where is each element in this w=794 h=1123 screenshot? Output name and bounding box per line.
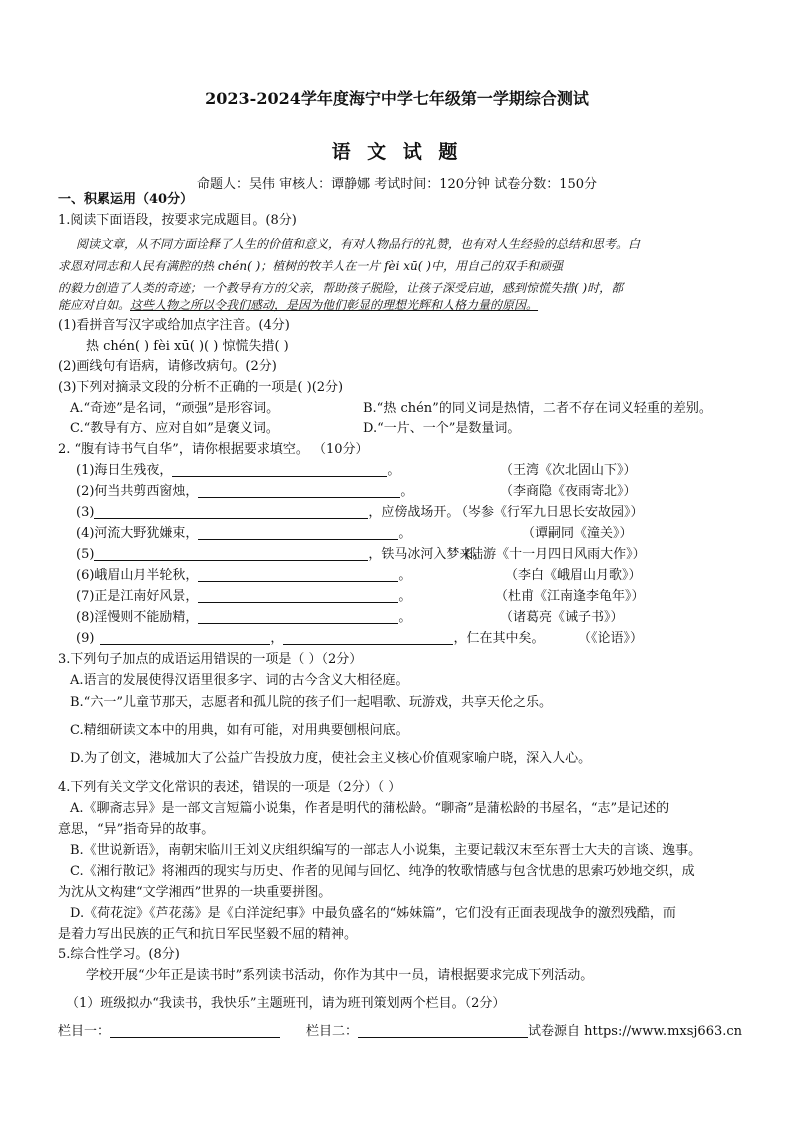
column-1-label: 栏目一： <box>58 1024 111 1039</box>
q5-title: 5.综合性学习。(8分) <box>58 947 180 962</box>
q2-line <box>76 546 485 564</box>
q1-option-d: D.“一片、一个”是数量词。 <box>363 421 521 436</box>
answer-blank[interactable] <box>198 588 398 603</box>
column-2-label: 栏目二： <box>306 1024 359 1039</box>
q2-line-tail: 。 <box>387 463 401 478</box>
q3-option-d: D.为了创文，港城加大了公益广告投放力度，使社会主义核心价值观家喻户晓，深入人心。 <box>70 751 592 766</box>
q2-line <box>76 567 411 585</box>
q2-source: （谭嗣同《潼关》） <box>522 526 633 541</box>
q5-sub1: （1）班级拟办“我读书，我快乐”主题班刊，请为班刊策划两个栏目。（2分） <box>66 996 506 1011</box>
q5-intro: 学校开展“少年正是读书时”系列读书活动，你作为其中一员，请根据要求完成下列活动。 <box>86 968 594 983</box>
column-line <box>58 1023 280 1041</box>
q4-option-c: C.《湘行散记》将湘西的现实与历史、作者的见闻与回忆、纯净的牧歌情感与包含忧患的思索巧妙地交织，成 <box>70 864 695 879</box>
q2-line-text: (2)何当共剪西窗烛， <box>76 484 199 499</box>
q1-passage-line: 求恩对同志和人民有满腔的热 chén( )；植树的牧羊人在一片 fèi xū( )中，用自己的双手和顽强 <box>58 259 563 273</box>
q2-title: 2. “腹有诗书气自华”，请你根据要求填空。 （10分） <box>58 442 369 457</box>
q1-option-b: B.“热 chén”的同义词是热情，二者不存在词义轻重的差别。 <box>363 401 712 416</box>
q4-title: 4.下列有关文学文化常识的表述，错误的一项是（2分）（ ） <box>58 780 402 795</box>
q2-source: （李白《峨眉山月歌》） <box>505 568 642 583</box>
exam-main-title: 2023-2024学年度海宁中学七年级第一学期综合测试 <box>205 89 589 108</box>
answer-blank[interactable] <box>198 609 398 624</box>
q1-passage-line: 的毅力创造了人类的奇迹；一个教导有方的父亲，帮助孩子脱险，让孩子深受启迪，感到惊慌失措( )时，都 <box>58 281 624 295</box>
answer-blank[interactable] <box>94 504 368 519</box>
q2-line-text: (3) <box>76 505 95 520</box>
q2-line <box>76 462 400 480</box>
q2-line-text: (6)峨眉山月半轮秋， <box>76 568 199 583</box>
q2-line-tail: 。 <box>398 589 412 604</box>
q2-source: （李商隐《夜雨寄北》） <box>500 484 637 499</box>
q3-title: 3.下列句子加点的成语运用错误的一项是（ ）（2分） <box>58 652 363 667</box>
q1-passage-line: 阅读文章，从不同方面诠释了人生的价值和意义，有对人物品行的礼赞，也有对人生经验的总结和思考。白 <box>76 237 641 251</box>
section-title: 一、积累运用（40分） <box>58 192 194 207</box>
q2-line-tail: ，铁马冰河入梦来。 <box>368 547 486 562</box>
answer-blank[interactable] <box>283 630 453 645</box>
q3-option-a: A.语言的发展使得汉语里很多字、词的古今含义大相径庭。 <box>70 673 409 688</box>
answer-blank[interactable] <box>198 483 400 498</box>
q4-option-d: D.《荷花淀》《芦花荡》是《白洋淀纪事》中最负盛名的“姊妹篇”，它们没有正面表现战争的激烈残酷，而 <box>70 906 676 921</box>
q2-source: （岑参《行军九日思长安故园》） <box>455 505 644 520</box>
q1-passage-text: 能应对自如。 <box>58 298 131 312</box>
answer-blank[interactable] <box>198 525 398 540</box>
q1-underlined-sentence: 这些人物之所以令我们感动，是因为他们彰显的理想光辉和人格力量的原因。 <box>130 298 539 312</box>
q2-line <box>76 588 411 606</box>
q1-title: 1.阅读下面语段，按要求完成题目。(8分) <box>58 213 297 228</box>
q2-line-text: (1)海日生残夜， <box>76 463 173 478</box>
column-1-blank[interactable] <box>110 1023 280 1038</box>
exam-subject-title: 语 文 试 题 <box>331 141 463 163</box>
q2-line-tail: ，应傍战场开。 <box>368 505 460 520</box>
q1-option-c: C.“教导有方、应对自如”是褒义词。 <box>70 421 279 436</box>
q2-line-text: (5) <box>76 547 95 562</box>
q3-option-b: B.“六一”儿童节那天，志愿者和孤儿院的孩子们一起唱歌、玩游戏，共享天伦之乐。 <box>70 695 552 710</box>
q1-sub1-answers: 热 chén( ) fèi xū( )( ) 惊慌失措( ) <box>86 339 289 354</box>
q2-line-text: (4)河流大野犹嫌束， <box>76 526 199 541</box>
q2-line <box>76 504 459 522</box>
q2-line-tail: 。 <box>398 568 412 583</box>
q4-option-d-cont: 是着力写出民族的正气和抗日军民坚毅不屈的精神。 <box>58 927 358 942</box>
q2-source: (陆游《十一月四日风雨大作》） <box>465 547 646 562</box>
q4-option-a-cont: 意思，“异”指奇异的故事。 <box>58 822 215 837</box>
q4-option-a: A.《聊斋志异》是一部文言短篇小说集，作者是明代的蒲松龄。“聊斋”是蒲松龄的书屋名，“志”是记述的 <box>70 801 670 816</box>
column-2-blank[interactable] <box>358 1023 528 1038</box>
q4-option-c-cont: 为沈从文构建“文学湘西”世界的一块重要拼图。 <box>58 885 332 900</box>
q2-line <box>76 483 413 501</box>
q1-sub3: (3)下列对摘录文段的分析不正确的一项是( )(2分) <box>58 380 344 395</box>
q2-source: （王湾《次北固山下》） <box>500 463 637 478</box>
answer-blank[interactable] <box>172 462 387 477</box>
source-note: 试卷源自 https://www.mxsj663.cn <box>528 1024 743 1039</box>
q3-option-c: C.精细研读文本中的用典，如有可能，对用典要刨根问底。 <box>70 723 409 738</box>
column-line <box>306 1023 742 1041</box>
q2-source: （《论语》） <box>578 631 644 646</box>
answer-blank[interactable] <box>198 567 398 582</box>
q2-line <box>76 525 411 543</box>
q2-line <box>76 630 544 648</box>
q2-source: （诸葛亮《诫子书》） <box>500 610 624 625</box>
q2-line-tail: 。 <box>400 484 414 499</box>
q2-line-text: (8)淫慢则不能励精， <box>76 610 199 625</box>
q2-source: （杜甫《江南逢李龟年》） <box>495 589 645 604</box>
q2-line-tail: 。 <box>398 610 412 625</box>
answer-blank[interactable] <box>100 630 270 645</box>
q2-line-text: (9) <box>76 631 95 646</box>
q2-line-tail: 。 <box>398 526 412 541</box>
q1-sub1: (1)看拼音写汉字或给加点字注音。(4分) <box>58 318 290 333</box>
q1-option-a: A.“奇迹”是名词，“顽强”是形容词。 <box>70 401 280 416</box>
q1-sub2: (2)画线句有语病，请修改病句。(2分) <box>58 359 277 374</box>
q2-line-text: (7)正是江南好风景， <box>76 589 199 604</box>
q2-line <box>76 609 411 627</box>
q4-option-b: B.《世说新语》，南朝宋临川王刘义庆组织编写的一部志人小说集，主要记载汉末至东晋士大夫的言谈、逸事。 <box>70 843 702 858</box>
answer-blank[interactable] <box>94 546 368 561</box>
q1-passage-line <box>58 296 538 314</box>
q2-line-tail: ，仁在其中矣。 <box>453 631 545 646</box>
exam-meta-info: 命题人：吴伟 审核人：谭静娜 考试时间：120分钟 试卷分数：150分 <box>196 177 598 192</box>
q2-line-text: ， <box>270 631 284 646</box>
